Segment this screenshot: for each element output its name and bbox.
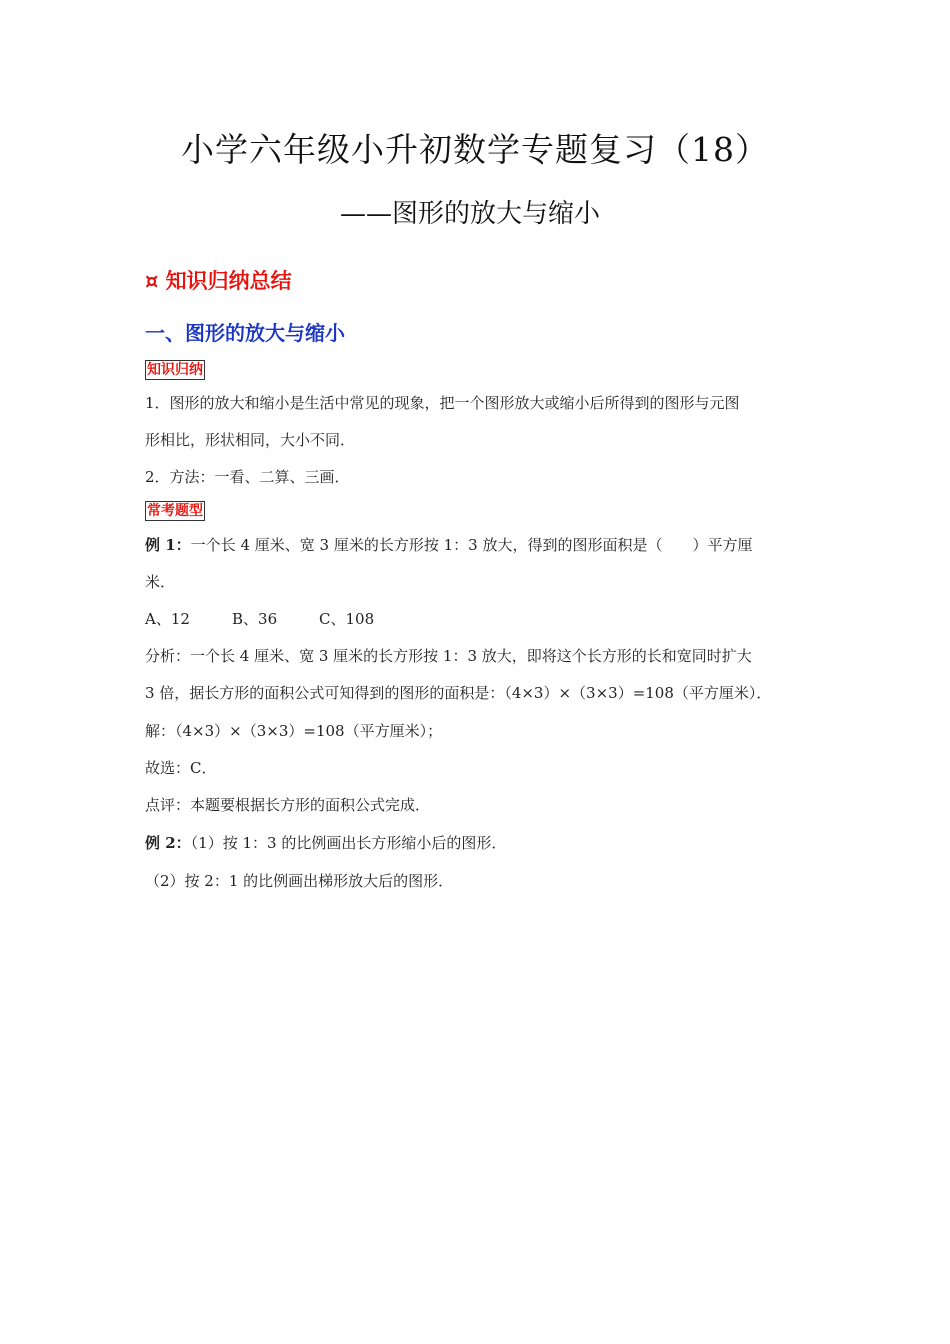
example1-label: 例 1： <box>145 536 191 554</box>
example1-answer: 故选：C． <box>145 759 217 777</box>
example1-question-line-1 <box>145 535 752 555</box>
summary-heading: ¤ 知识归纳总结 <box>145 269 292 293</box>
knowledge-line-2: 形相比，形状相同，大小不同． <box>145 431 356 449</box>
example2-line-1 <box>145 833 506 853</box>
example1-choices <box>145 609 374 629</box>
example1-comment: 点评：本题要根据长方形的面积公式完成． <box>145 796 431 814</box>
example2-part2: （2）按 2：1 的比例画出梯形放大后的图形． <box>145 872 454 890</box>
knowledge-tag: 知识归纳 <box>147 362 203 378</box>
example1-question-text: 一个长 4 厘米、宽 3 厘米的长方形按 1：3 放大，得到的图形面积是（ ）平方厘 <box>190 536 753 554</box>
example1-analysis-line-2: 3 倍，据长方形的面积公式可知得到的图形的面积是：（4×3）×（3×3）=108（平方厘米）． <box>145 684 772 702</box>
section-heading: 一、图形的放大与缩小 <box>145 321 345 345</box>
common-question-tag: 常考题型 <box>147 503 203 519</box>
choice-c: C、108 <box>319 610 375 628</box>
choice-b: B、36 <box>232 610 278 628</box>
choice-a: A、12 <box>145 610 190 628</box>
example2-label: 例 2： <box>145 834 191 852</box>
example1-analysis-line-1: 分析：一个长 4 厘米、宽 3 厘米的长方形按 1：3 放大，即将这个长方形的长和宽同时扩大 <box>145 647 752 665</box>
knowledge-line-3: 2．方法：一看、二算、三画． <box>145 468 350 486</box>
example1-question-line-2: 米． <box>145 573 176 591</box>
page-title: 小学六年级小升初数学专题复习（18） <box>181 130 769 169</box>
knowledge-line-1: 1．图形的放大和缩小是生活中常见的现象，把一个图形放大或缩小后所得到的图形与元图 <box>145 394 740 412</box>
example1-solution: 解：（4×3）×（3×3）=108（平方厘米）； <box>145 722 443 740</box>
example2-part1: （1）按 1：3 的比例画出长方形缩小后的图形． <box>190 834 507 852</box>
page-subtitle: ——图形的放大与缩小 <box>340 199 601 229</box>
